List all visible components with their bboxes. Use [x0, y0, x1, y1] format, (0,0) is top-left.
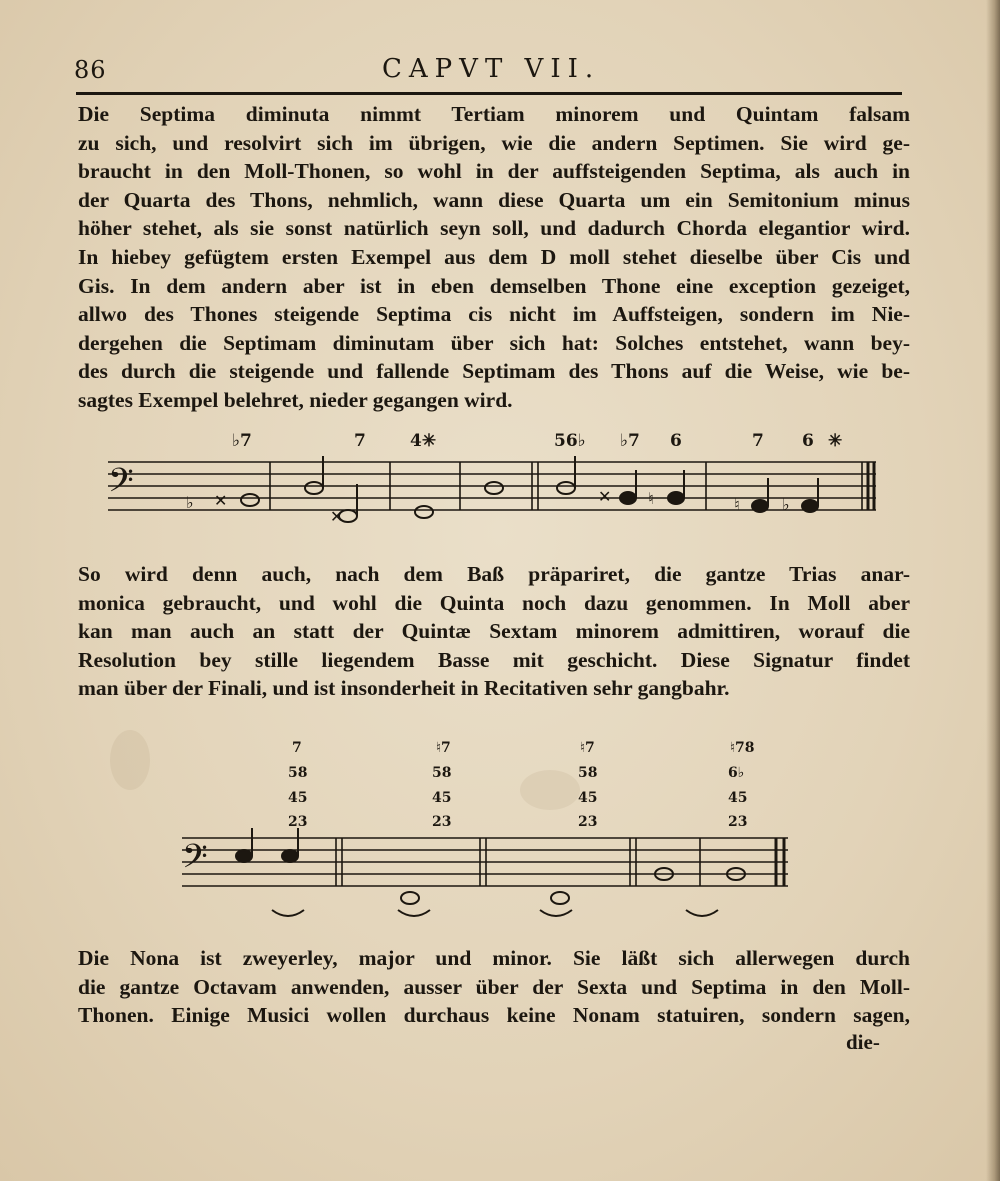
figure-label: 6♭ — [728, 765, 745, 781]
figure-label: 58 — [578, 765, 598, 781]
text-line: braucht in den Moll-Thonen, so wohl in der auffsteigenden Septima, als auch in — [78, 159, 910, 184]
figure-label: 23 — [578, 814, 598, 830]
figured-bass-column-3 — [578, 740, 597, 830]
figure-label: 45 — [578, 790, 598, 806]
figure-label: 23 — [728, 814, 748, 830]
paragraph-nona — [78, 944, 910, 1030]
figure-label: 45 — [288, 790, 308, 806]
figure-label: 6 — [802, 431, 814, 451]
text-line: man über der Finali, und ist insonderheit in Recitativen sehr gangbahr. — [78, 676, 730, 701]
svg-text:♮: ♮ — [648, 489, 654, 508]
figure-label: ♮78 — [730, 740, 755, 756]
figure-label: 7 — [752, 431, 764, 451]
text-line: allwo des Thones steigende Septima cis nicht im Auffsteigen, sondern im Nie- — [78, 302, 910, 327]
figure-label: ♮7 — [580, 740, 595, 756]
catchword: die- — [846, 1030, 880, 1054]
text-line: In hiebey gefügtem ersten Exempel aus dem D moll stehet dieselbe über Cis und — [78, 244, 910, 269]
figure-label: 58 — [432, 765, 452, 781]
svg-text:✕: ✕ — [330, 507, 344, 526]
svg-text:♭: ♭ — [186, 493, 194, 512]
figure-label: 56♭ — [554, 431, 586, 451]
figure-label: 23 — [288, 814, 308, 830]
page-number: 86 — [74, 56, 107, 84]
figured-bass-column-1 — [288, 740, 307, 830]
figure-label: ♭7 — [232, 431, 252, 451]
text-line: höher stehet, als sie sonst natürlich seyn soll, und dadurch Chorda elegantior wird. — [78, 216, 910, 241]
figure-label: 4✳ — [410, 431, 437, 451]
figured-bass-column-2 — [432, 740, 451, 830]
svg-text:✕: ✕ — [598, 487, 612, 506]
figured-bass-column-4 — [728, 740, 755, 830]
staff-2 — [182, 838, 788, 886]
text-line: Die Septima diminuta nimmt Tertiam minorem und Quintam falsam — [78, 102, 910, 126]
text-line: kan man auch an statt der Quintæ Sextam minorem admittiren, worauf die — [78, 619, 910, 644]
svg-text:✕: ✕ — [214, 491, 228, 510]
text-line: Gis. In dem andern aber ist in eben demselben Thone eine exception gezeiget, — [78, 273, 910, 298]
figure-label: 7 — [292, 740, 302, 756]
text-line: des durch die steigende und fallende Septimam des Thons auf die Weise, wie be- — [78, 359, 910, 384]
text-line: Resolution bey stille liegendem Basse mit geschicht. Diese Signatur findet — [78, 647, 910, 672]
text-line: sagtes Exempel belehret, nieder gegangen wird. — [78, 387, 513, 412]
text-line: dergehen die Septimam diminutam über sich hat: Solches entstehet, wann bey- — [78, 330, 910, 355]
text-line: monica gebraucht, und wohl die Quinta noch dazu genommen. In Moll aber — [78, 590, 910, 615]
figure-label: 23 — [432, 814, 452, 830]
bass-clef-icon: 𝄢 — [182, 838, 208, 884]
notes-2 — [236, 828, 745, 916]
svg-text:♮: ♮ — [734, 495, 740, 514]
bass-clef-icon: 𝄢 — [108, 462, 134, 508]
svg-text:♭: ♭ — [782, 495, 790, 514]
figure-label: ♮7 — [436, 740, 451, 756]
figure-label: 58 — [288, 765, 308, 781]
text-line: der Quarta des Thons, nehmlich, wann diese Quarta um ein Semitonium minus — [78, 187, 910, 212]
figure-label: ♭7 — [620, 431, 640, 451]
text-line: Die Nona ist zweyerley, major und minor. Sie läßt sich allerwegen durch — [78, 946, 910, 970]
running-head: CAPVT VII. — [382, 54, 601, 84]
notes-1 — [241, 456, 818, 522]
figure-label: ✳ — [828, 431, 843, 451]
paragraph-trias-anarmonica — [78, 560, 910, 703]
text-line: die gantze Octavam anwenden, ausser über der Sexta und Septima in den Moll- — [78, 974, 910, 999]
figure-label: 45 — [432, 790, 452, 806]
figure-label: 6 — [670, 431, 682, 451]
text-line: zu sich, und resolvirt sich im übrigen, wie die andern Septimen. Sie wird ge- — [78, 130, 910, 155]
figure-label: 7 — [354, 431, 366, 451]
text-line: Thonen. Einige Musici wollen durchaus keine Nonam statuiren, sondern sagen, — [78, 1003, 910, 1028]
figure-label: 45 — [728, 790, 748, 806]
text-line: So wird denn auch, nach dem Baß präpariret, die gantze Trias anar- — [78, 562, 910, 586]
